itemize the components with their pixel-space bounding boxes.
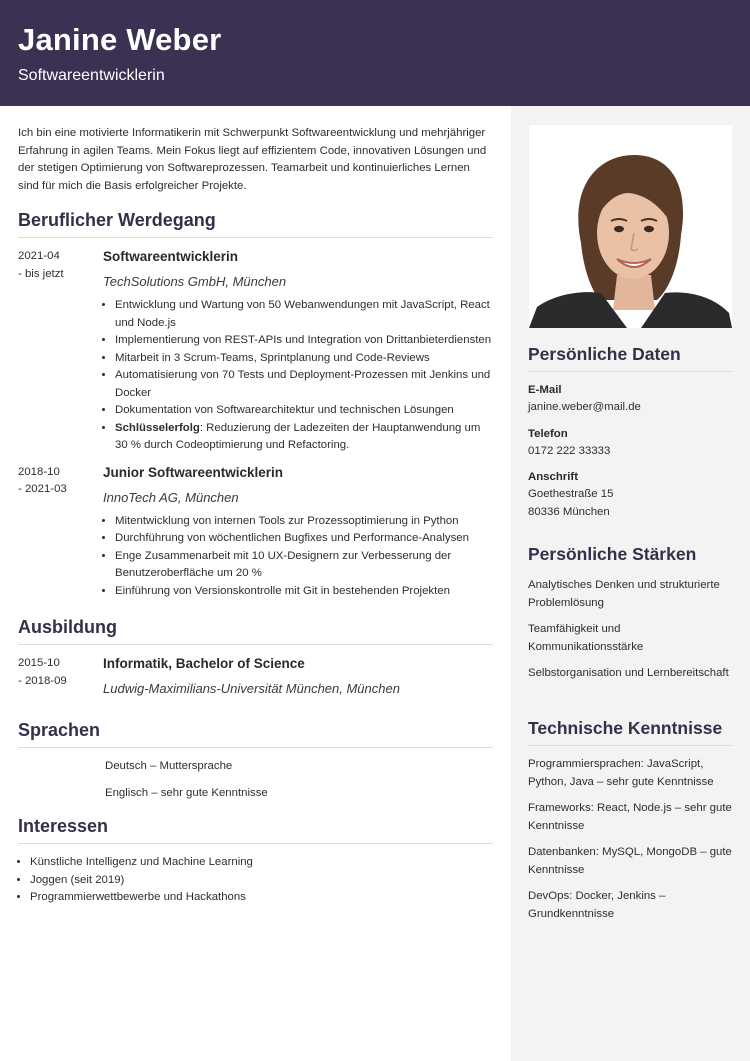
personal-data-title: Persönliche Daten — [528, 344, 733, 372]
tech-title: Technische Kenntnisse — [528, 718, 733, 746]
portrait-image — [529, 125, 732, 328]
profile-photo — [529, 125, 732, 328]
job-bullet-highlight — [115, 420, 493, 455]
address-city: 80336 München — [528, 505, 610, 518]
contact-list — [528, 382, 733, 521]
languages-list — [18, 758, 493, 802]
job-date-to: - 2021-03 — [18, 483, 67, 495]
header — [0, 0, 750, 106]
interests-title: Interessen — [18, 816, 493, 844]
languages-section — [18, 720, 493, 802]
tech-item: Datenbanken: MySQL, MongoDB – gute Kenntnisse — [528, 846, 732, 876]
phone-value: 0172 222 33333 — [528, 444, 611, 457]
job-bullet: • Dokumentation von Softwarearchitektur und technischen Lösungen — [115, 402, 493, 420]
job-bullet: • Automatisierung von 70 Tests und Deployment-Prozessen mit Jenkins und Docker — [115, 367, 493, 402]
strength-item: Selbstorganisation und Lernbereitschaft — [528, 667, 729, 679]
job-title: Softwareentwicklerin — [103, 249, 239, 264]
phone-label: Telefon — [528, 427, 568, 440]
interest-item: • Künstliche Intelligenz und Machine Learning — [30, 854, 493, 872]
sidebar — [511, 106, 750, 1061]
tech-item: DevOps: Docker, Jenkins – Grundkenntnisse — [528, 890, 666, 920]
education-date-to: - 2018-09 — [18, 674, 67, 687]
address-street: Goethestraße 15 — [528, 488, 614, 500]
job-bullets — [103, 513, 493, 601]
job-title: Junior Softwareentwicklerin — [103, 464, 284, 480]
highlight-label: Schlüsselerfolg — [115, 421, 200, 434]
strength-item: Analytisches Denken und strukturierte Problemlösung — [528, 579, 720, 609]
strengths-title: Persönliche Stärken — [528, 544, 697, 564]
email-value: janine.weber@mail.de — [528, 401, 641, 413]
job-company: InnoTech AG, München — [103, 489, 239, 505]
interest-item: • Joggen (seit 2019) — [30, 872, 493, 890]
job-entry — [18, 464, 493, 601]
experience-section — [18, 210, 493, 600]
personal-data-section — [528, 344, 733, 521]
education-entry — [18, 655, 493, 697]
job-entry — [18, 248, 493, 455]
job-date-from: 2021-04 — [18, 250, 60, 262]
tech-list — [528, 756, 733, 923]
candidate-name: Janine Weber — [18, 22, 222, 57]
tech-item: Frameworks: React, Node.js – sehr gute Kenntnisse — [528, 802, 732, 832]
highlight-text: : Reduzierung der Ladezeiten der Hauptanwendung um 30 % durch Codeoptimierung und Refactoring. — [115, 421, 481, 451]
interest-item: • Programmierwettbewerbe und Hackathons — [30, 889, 493, 907]
job-date-to: - bis jetzt — [18, 267, 64, 280]
experience-title: Beruflicher Werdegang — [18, 210, 493, 238]
job-bullet: • Implementierung von REST-APIs und Integration von Drittanbieterdiensten — [115, 332, 493, 350]
job-date — [18, 248, 103, 455]
strengths-section — [528, 544, 733, 692]
email-label: E-Mail — [528, 384, 562, 396]
job-date-from: 2018-10 — [18, 465, 60, 478]
tech-item: Programmiersprachen: JavaScript, Python, Java – sehr gute Kenntnisse — [528, 758, 714, 788]
education-section — [18, 617, 493, 697]
job-company: TechSolutions GmbH, München — [103, 274, 287, 289]
job-date — [18, 464, 103, 601]
address-label: Anschrift — [528, 471, 578, 483]
language-item: Deutsch – Muttersprache — [105, 760, 233, 772]
strengths-list — [528, 577, 733, 683]
job-bullets — [103, 297, 493, 455]
job-bullet: • Enge Zusammenarbeit mit 10 UX-Designern zur Verbesserung der Benutzeroberfläche um 20 % — [115, 548, 493, 583]
address-value — [528, 486, 733, 521]
tech-section — [528, 718, 733, 932]
job-bullet: • Entwicklung und Wartung von 50 Webanwendungen mit JavaScript, React und Node.js — [115, 297, 493, 332]
education-date-from: 2015-10 — [18, 657, 60, 669]
strength-item: Teamfähigkeit und Kommunikationsstärke — [528, 623, 644, 653]
job-bullet: • Einführung von Versionskontrolle mit Git in bestehenden Projekten — [115, 583, 493, 601]
main-column — [18, 106, 493, 907]
job-bullet: • Mitarbeit in 3 Scrum-Teams, Sprintplanung und Code-Reviews — [115, 350, 493, 368]
languages-title: Sprachen — [18, 720, 493, 748]
language-item: Englisch – sehr gute Kenntnisse — [105, 786, 268, 799]
profile-summary: Ich bin eine motivierte Informatikerin mit Schwerpunkt Softwareentwicklung und mehrjähriger Erfahrung in agilen Teams. Mein Fokus liegt auf effizientem Code, innovativen Lösungen und der stetigen Optimierung von Softwareprozessen. Teamarbeit und kontinuierliches Lernen sind für mich die Basis erfolgreicher Projekte. — [18, 127, 487, 192]
education-school: Ludwig-Maximilians-Universität München, München — [103, 681, 400, 696]
job-bullet: • Mitentwicklung von internen Tools zur Prozessoptimierung in Python — [115, 513, 493, 531]
interests-section — [18, 816, 493, 907]
job-bullet: • Durchführung von wöchentlichen Bugfixes und Performance-Analysen — [115, 530, 493, 548]
candidate-role: Softwareentwicklerin — [18, 67, 165, 84]
education-date — [18, 655, 103, 697]
education-degree: Informatik, Bachelor of Science — [103, 656, 305, 671]
education-title: Ausbildung — [18, 617, 493, 645]
interests-list — [18, 854, 493, 907]
